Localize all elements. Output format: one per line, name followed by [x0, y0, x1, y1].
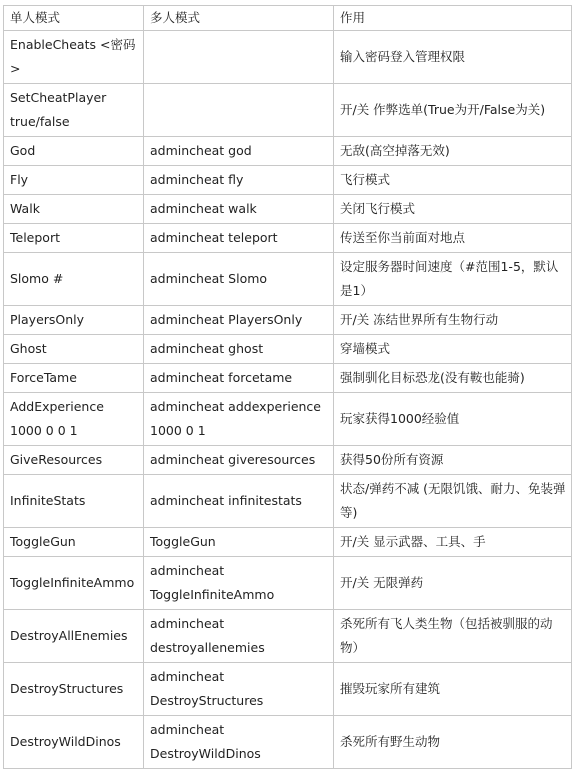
header-effect: 作用: [334, 6, 572, 31]
table-row: [4, 195, 572, 224]
table-row: [4, 528, 572, 557]
multi-player-command: admincheat addexperience 1000 0 1: [144, 393, 334, 446]
table-row: [4, 393, 572, 446]
header-multi-player: 多人模式: [144, 6, 334, 31]
multi-player-command: admincheat infinitestats: [144, 475, 334, 528]
table-row: [4, 166, 572, 195]
table-row: [4, 557, 572, 610]
multi-player-command: admincheat god: [144, 137, 334, 166]
effect-description: 杀死所有飞人类生物（包括被驯服的动物）: [334, 610, 572, 663]
effect-description: 摧毁玩家所有建筑: [334, 663, 572, 716]
multi-player-command: admincheat fly: [144, 166, 334, 195]
table-header-row: [4, 6, 572, 31]
single-player-command: DestroyAllEnemies: [4, 610, 144, 663]
single-player-command: God: [4, 137, 144, 166]
multi-player-command: admincheat PlayersOnly: [144, 306, 334, 335]
effect-description: 传送至你当前面对地点: [334, 224, 572, 253]
table-row: [4, 364, 572, 393]
single-player-command: Fly: [4, 166, 144, 195]
single-player-command: AddExperience 1000 0 0 1: [4, 393, 144, 446]
single-player-command: GiveResources: [4, 446, 144, 475]
single-player-command: PlayersOnly: [4, 306, 144, 335]
table-row: [4, 137, 572, 166]
multi-player-command: admincheat giveresources: [144, 446, 334, 475]
effect-description: 杀死所有野生动物: [334, 716, 572, 769]
multi-player-command: admincheat destroyallenemies: [144, 610, 334, 663]
effect-description: 关闭飞行模式: [334, 195, 572, 224]
effect-description: 状态/弹药不减 (无限饥饿、耐力、免装弹等): [334, 475, 572, 528]
single-player-command: Slomo #: [4, 253, 144, 306]
single-player-command: SetCheatPlayer true/false: [4, 84, 144, 137]
table-row: [4, 446, 572, 475]
table-row: [4, 253, 572, 306]
multi-player-command: admincheat ToggleInfiniteAmmo: [144, 557, 334, 610]
single-player-command: DestroyWildDinos: [4, 716, 144, 769]
single-player-command: ToggleGun: [4, 528, 144, 557]
effect-description: 开/关 作弊选单(True为开/False为关): [334, 84, 572, 137]
effect-description: 开/关 冻结世界所有生物行动: [334, 306, 572, 335]
effect-description: 强制驯化目标恐龙(没有鞍也能骑): [334, 364, 572, 393]
effect-description: 设定服务器时间速度（#范围1-5，默认是1）: [334, 253, 572, 306]
header-single-player: 单人模式: [4, 6, 144, 31]
table-row: [4, 84, 572, 137]
table-row: [4, 306, 572, 335]
multi-player-command: ToggleGun: [144, 528, 334, 557]
effect-description: 无敌(高空掉落无效): [334, 137, 572, 166]
single-player-command: Ghost: [4, 335, 144, 364]
cheat-command-table: [3, 5, 572, 769]
single-player-command: Walk: [4, 195, 144, 224]
effect-description: 开/关 无限弹药: [334, 557, 572, 610]
table-row: [4, 716, 572, 769]
table-row: [4, 335, 572, 364]
effect-description: 飞行模式: [334, 166, 572, 195]
multi-player-command: admincheat forcetame: [144, 364, 334, 393]
effect-description: 输入密码登入管理权限: [334, 31, 572, 84]
effect-description: 开/关 显示武器、工具、手: [334, 528, 572, 557]
single-player-command: ToggleInfiniteAmmo: [4, 557, 144, 610]
effect-description: 穿墙模式: [334, 335, 572, 364]
single-player-command: EnableCheats <密码>: [4, 31, 144, 84]
effect-description: 获得50份所有资源: [334, 446, 572, 475]
effect-description: 玩家获得1000经验值: [334, 393, 572, 446]
table-row: [4, 31, 572, 84]
table-row: [4, 610, 572, 663]
single-player-command: Teleport: [4, 224, 144, 253]
multi-player-command: [144, 84, 334, 137]
multi-player-command: [144, 31, 334, 84]
multi-player-command: admincheat walk: [144, 195, 334, 224]
table-row: [4, 663, 572, 716]
multi-player-command: admincheat ghost: [144, 335, 334, 364]
multi-player-command: admincheat Slomo: [144, 253, 334, 306]
multi-player-command: admincheat DestroyStructures: [144, 663, 334, 716]
single-player-command: InfiniteStats: [4, 475, 144, 528]
table-body: [4, 31, 572, 769]
single-player-command: DestroyStructures: [4, 663, 144, 716]
table-row: [4, 475, 572, 528]
multi-player-command: admincheat teleport: [144, 224, 334, 253]
single-player-command: ForceTame: [4, 364, 144, 393]
table-row: [4, 224, 572, 253]
multi-player-command: admincheat DestroyWildDinos: [144, 716, 334, 769]
